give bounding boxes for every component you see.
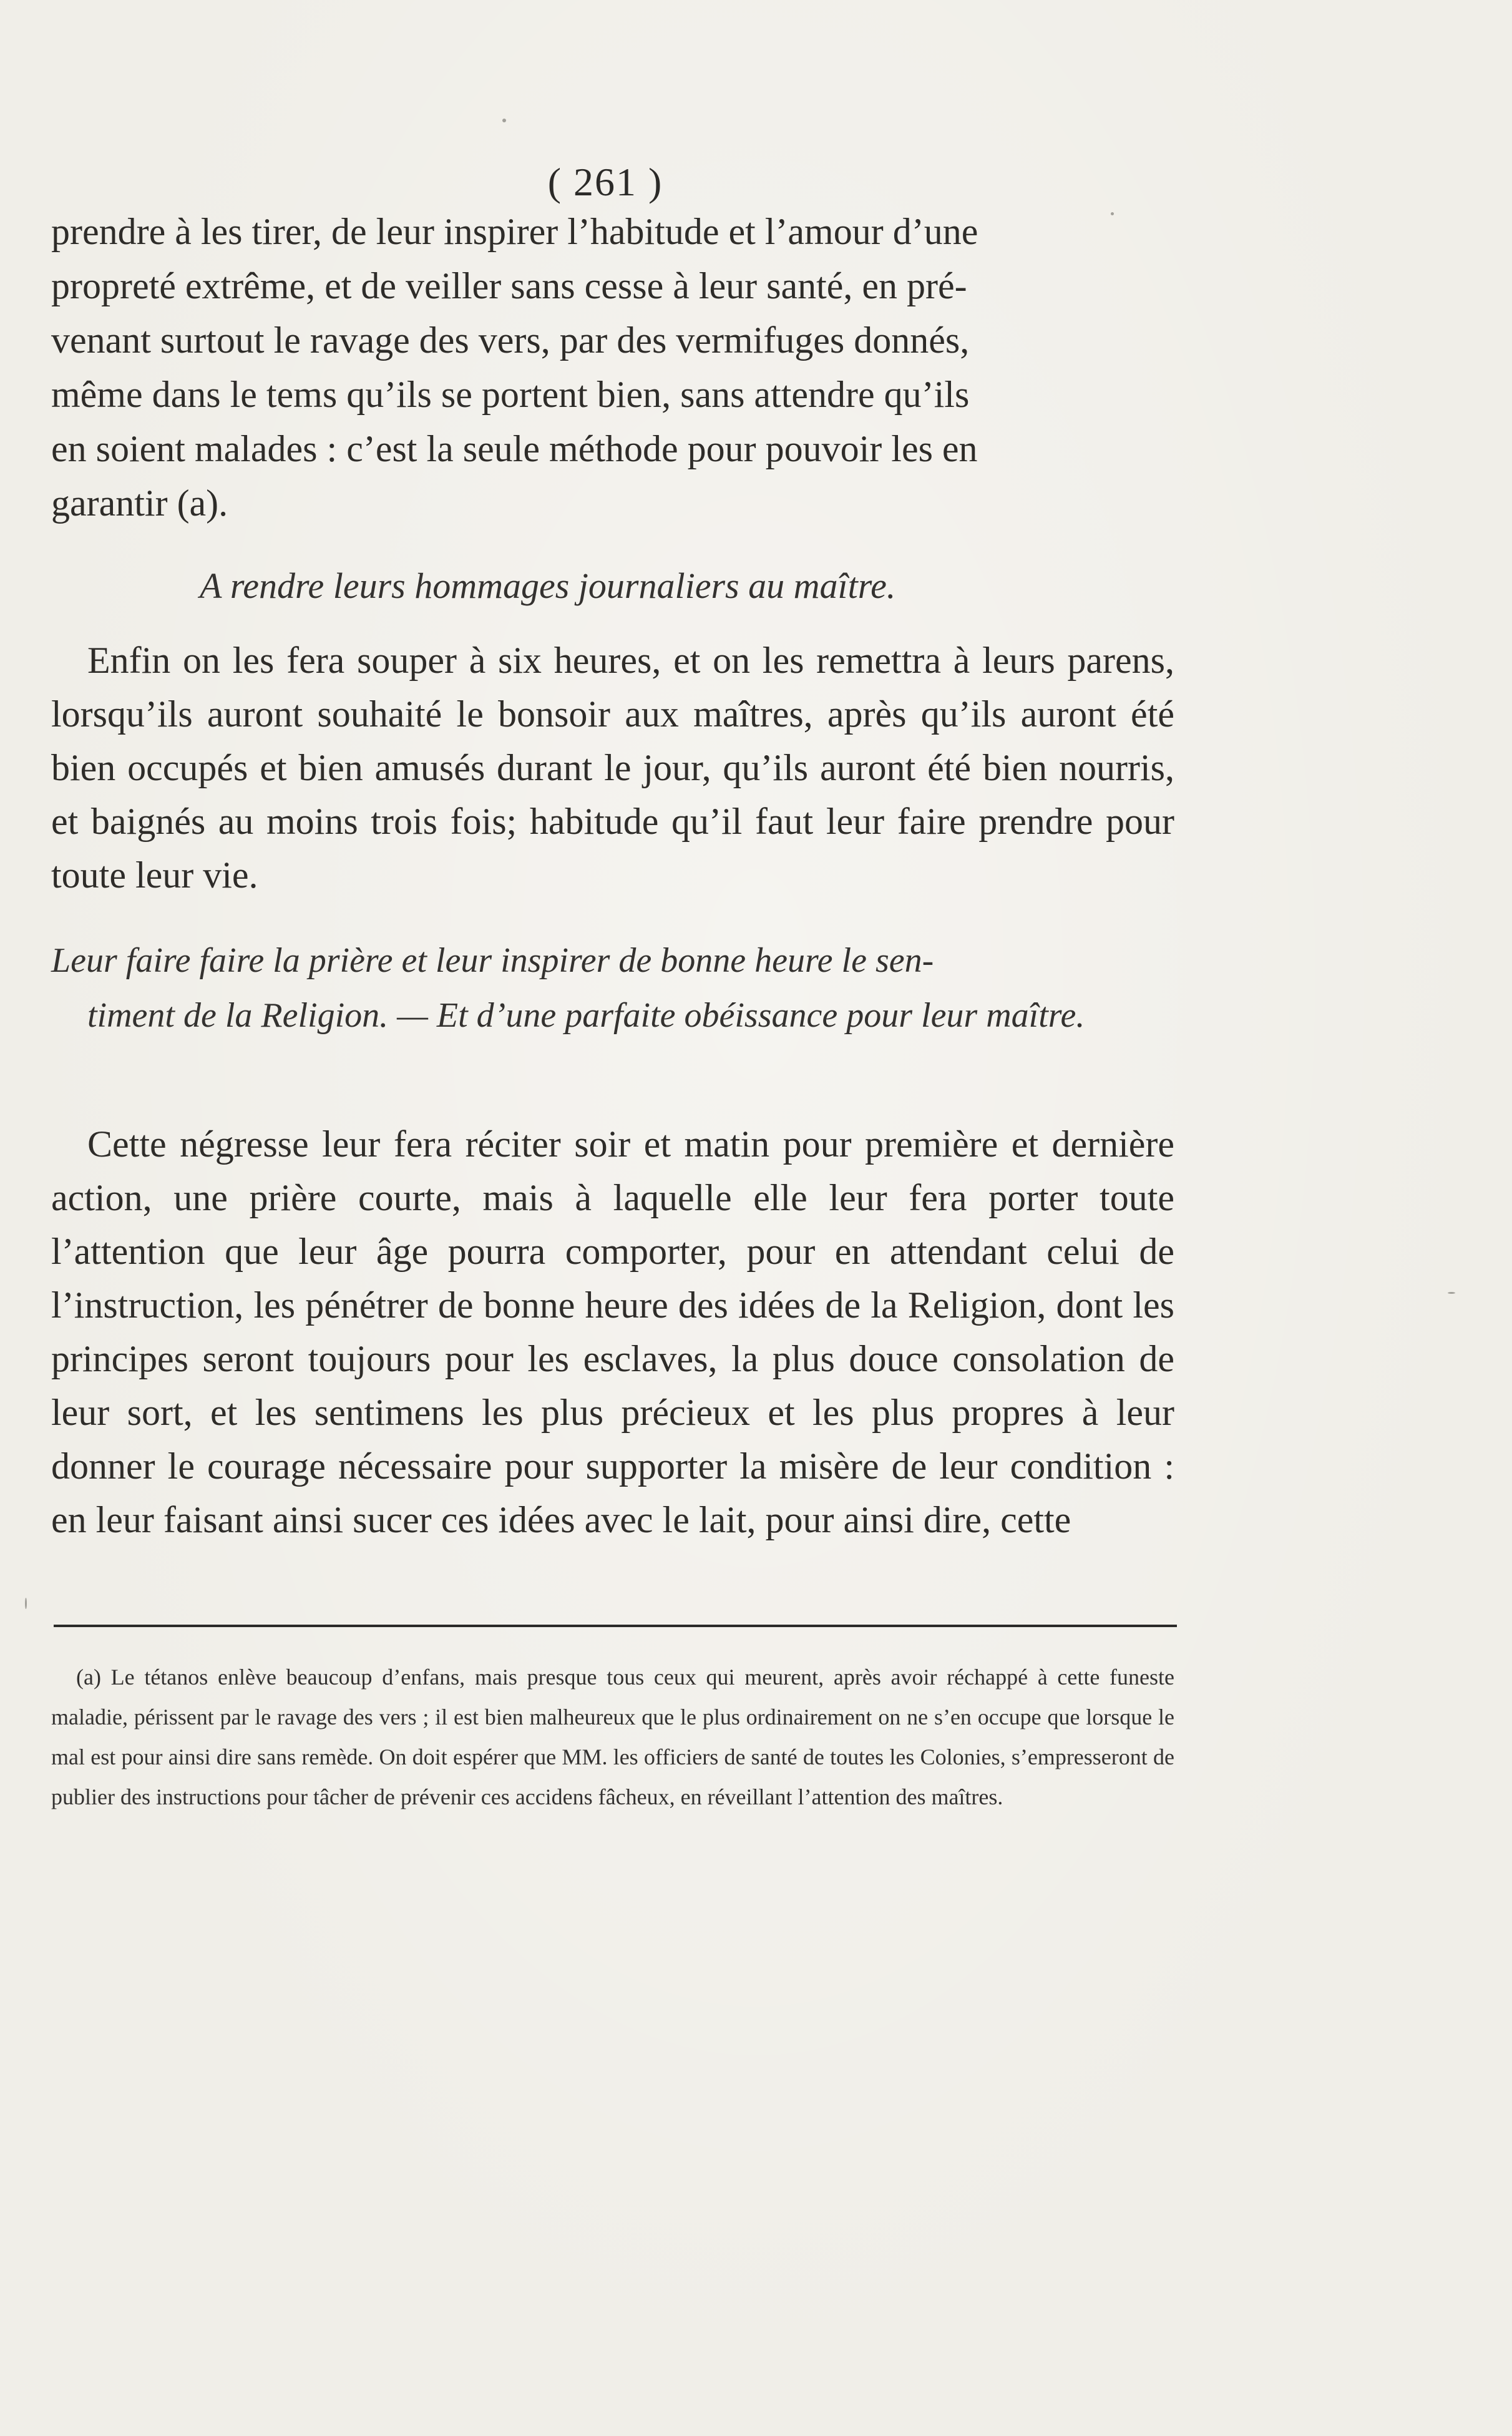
section-heading-priere	[51, 933, 1174, 1043]
paper-speck	[502, 119, 506, 122]
paragraph-line: même dans le tems qu’ils se portent bien, sans attendre qu’ils	[51, 374, 970, 415]
footnote-text: Le tétanos enlève beaucoup d’enfans, mais presque tous ceux qui meurent, après avoir réchappé à cette funeste maladie, périssent par le ravage des vers ; il est bien malheureux que le plus ordinairement on ne s’en occupe que lorsque le mal est pour ainsi dire sans remède. On doit espérer que MM. les officiers de santé de toutes les Colonies, s’empresseront de publier des instructions pour tâcher de prévenir ces accidens fâcheux, en réveillant l’attention des maîtres.	[51, 1665, 1175, 1809]
paragraph-line: propreté extrême, et de veiller sans cesse à leur santé, en pré-	[51, 265, 967, 306]
paragraph-negresse: Cette négresse leur fera réciter soir et matin pour première et dernière action, une prière courte, mais à laquelle elle leur fera porter toute l’attention que leur âge pourra comporter, pour en attendant celui de l’instruction, les pénétrer de bonne heure des idées de la Religion, dont les principes seront toujours pour les esclaves, la plus douce consolation de leur sort, et les sentimens les plus précieux et les plus propres à leur donner le courage nécessaire pour supporter la misère de leur condition : en leur faisant ainsi sucer ces idées avec le lait, pour ainsi dire, cette	[51, 1123, 1174, 1540]
paragraph-line: en soient malades : c’est la seule méthode pour pouvoir les en	[51, 428, 978, 469]
section-heading-hommages: A rendre leurs hommages journaliers au maître.	[200, 565, 896, 606]
footnote	[51, 1657, 1174, 1817]
paragraph-line: prendre à les tirer, de leur inspirer l’habitude et l’amour d’une	[51, 211, 978, 252]
footnote-marker: (a)	[76, 1665, 101, 1690]
page-number: ( 261 )	[547, 160, 663, 204]
paragraph-line: venant surtout le ravage des vers, par des vermifuges donnés,	[51, 320, 970, 361]
paper-speck	[1448, 1292, 1455, 1294]
section-heading-continuation: timent de la Religion. — Et d’une parfaite obéissance pour leur maître.	[87, 996, 1085, 1035]
footnote-divider	[54, 1625, 1177, 1627]
paper-speck	[1111, 212, 1114, 215]
section-heading-line: Leur faire faire la prière et leur inspirer de bonne heure le sen-	[51, 941, 934, 980]
paper-speck	[25, 1598, 27, 1609]
paragraph-hygiene	[51, 205, 1174, 531]
paragraph-line: garantir (a).	[51, 482, 228, 524]
paragraph-souper: Enfin on les fera souper à six heures, et on les remettra à leurs parens, lorsqu’ils auront souhaité le bonsoir aux maîtres, après qu’ils auront été bien occupés et bien amusés durant le jour, qu’ils auront été bien nourris, et baignés au moins trois fois; habitude qu’il faut leur faire prendre pour toute leur vie.	[51, 640, 1174, 896]
